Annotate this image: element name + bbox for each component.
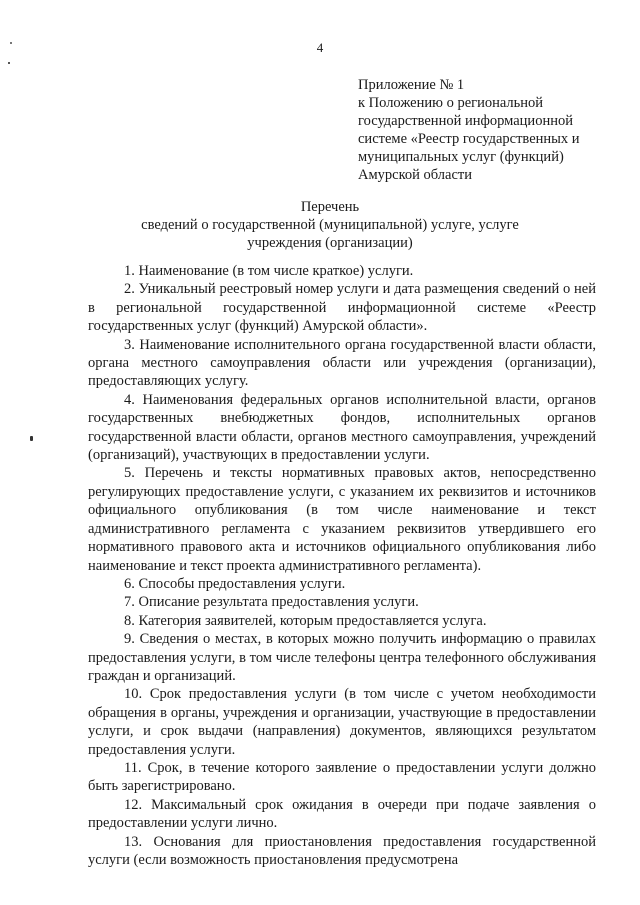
appendix-line: к Положению о региональной	[358, 95, 544, 111]
appendix-block	[358, 76, 618, 184]
margin-mark	[30, 436, 33, 441]
list-item-3: 3. Наименование исполнительного органа государственной власти области, органа местного самоуправления области или учреждения (организации), предоставляющих услугу.	[88, 336, 596, 390]
list-item-2: 2. Уникальный реестровый номер услуги и дата размещения сведений о ней в региональной государственной информационной системе «Реестр государственных услуг (функций) Амурской области».	[88, 281, 596, 335]
heading-subtitle: учреждения (организации)	[247, 235, 413, 251]
list-item-9: 9. Сведения о местах, в которых можно получить информацию о правилах предоставления услуги, в том числе телефоны центра телефонного обслуживания граждан и организаций.	[88, 631, 596, 684]
list-item-1: 1. Наименование (в том числе краткое) услуги.	[124, 263, 414, 279]
document-heading	[60, 198, 600, 252]
list-item-11: 11. Срок, в течение которого заявление о предоставлении услуги должно быть зарегистрировано.	[88, 759, 596, 795]
list-item-8: 8. Категория заявителей, которым предоставляется услуга.	[124, 612, 487, 629]
list-item-10: 10. Срок предоставления услуги (в том числе с учетом необходимости обращения в органы, учреждения и организации, участвующие в предоставлении услуги, и срок выдачи (направления) документов, являющихся результатом предоставления услуги.	[88, 686, 596, 758]
page-number: 4	[316, 40, 324, 55]
scan-speck	[8, 62, 10, 64]
list-item-5: 5. Перечень и тексты нормативных правовых актов, непосредственно регулирующих предоставление услуги, с указанием их реквизитов и источников официального опубликования (в том числе наименование и текст административного регламента с указанием реквизитов утвердившего его нормативного правового акта и источников официального опубликования либо наименование и текст проекта административного регламента).	[88, 465, 596, 574]
list-item-13: 13. Основания для приостановления предоставления государственной услуги (если возможность приостановления предусмотрена	[88, 833, 596, 868]
appendix-line: Приложение № 1	[358, 77, 465, 93]
appendix-line: государственной информационной	[358, 113, 573, 129]
appendix-line: муниципальных услуг (функций)	[358, 149, 564, 165]
appendix-line: Амурской области	[358, 167, 472, 183]
heading-subtitle: сведений о государственной (муниципальной) услуге, услуге	[141, 217, 519, 233]
list-item-6: 6. Способы предоставления услуги.	[124, 575, 346, 592]
list-item-4: 4. Наименования федеральных органов исполнительной власти, органов государственных внебюджетных фондов, исполнительных органов государственной власти области, органов местного самоуправления, учреждений (организаций), участвующих в предоставлении услуги.	[88, 391, 596, 464]
document-body	[88, 262, 596, 869]
appendix-line: системе «Реестр государственных и	[358, 131, 580, 147]
heading-title: Перечень	[300, 199, 360, 215]
list-item-12: 12. Максимальный срок ожидания в очереди при подаче заявления о предоставлении услуги лично.	[88, 796, 596, 832]
list-item-7: 7. Описание результата предоставления услуги.	[124, 594, 419, 611]
